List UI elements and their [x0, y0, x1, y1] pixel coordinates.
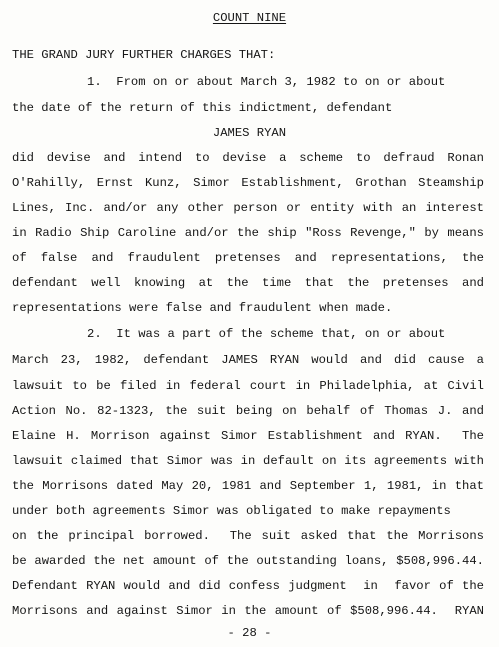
body-line: lawsuit to be filed in federal court in Philadelphia, at Civil: [12, 379, 484, 393]
body-line: THE GRAND JURY FURTHER CHARGES THAT:: [12, 48, 276, 62]
count-heading: COUNT NINE: [212, 11, 287, 25]
paragraph-1-start: 1. From on or about March 3, 1982 to on or about: [87, 75, 446, 89]
body-line: did devise and intend to devise a scheme to defraud Ronan: [12, 151, 484, 165]
body-line: Action No. 82-1323, the suit being on behalf of Thomas J. and: [12, 404, 484, 418]
body-line: Morrisons and against Simor in the amount of $508,996.44. RYAN: [12, 604, 484, 618]
body-line: the date of the return of this indictment, defendant: [12, 101, 393, 115]
body-line: Elaine H. Morrison against Simor Establishment and RYAN. The: [12, 429, 484, 443]
body-line: defendant well knowing at the time that the pretenses and: [12, 276, 484, 290]
body-line: the Morrisons dated May 20, 1981 and September 1, 1981, in that: [12, 479, 484, 493]
defendant-name: JAMES RYAN: [212, 126, 287, 140]
body-line: representations were false and fraudulent when made.: [12, 301, 393, 315]
page-number: - 28 -: [227, 626, 272, 640]
body-line: be awarded the net amount of the outstanding loans, $508,996.44.: [12, 554, 484, 568]
body-line: lawsuit claimed that Simor was in default on its agreements with: [12, 454, 484, 468]
body-line: March 23, 1982, defendant JAMES RYAN would and did cause a: [12, 353, 484, 367]
body-line: O'Rahilly, Ernst Kunz, Simor Establishment, Grothan Steamship: [12, 176, 484, 190]
body-line: in Radio Ship Caroline and/or the ship "Ross Revenge," by means: [12, 226, 484, 240]
body-line: Defendant RYAN would and did confess judgment in favor of the: [12, 579, 484, 593]
body-line: on the principal borrowed. The suit asked that the Morrisons: [12, 529, 484, 543]
paragraph-2-start: 2. It was a part of the scheme that, on or about: [87, 327, 446, 341]
body-line: under both agreements Simor was obligated to make repayments: [12, 504, 451, 518]
body-line: Lines, Inc. and/or any other person or entity with an interest: [12, 201, 484, 215]
body-line: of false and fraudulent pretenses and representations, the: [12, 251, 484, 265]
